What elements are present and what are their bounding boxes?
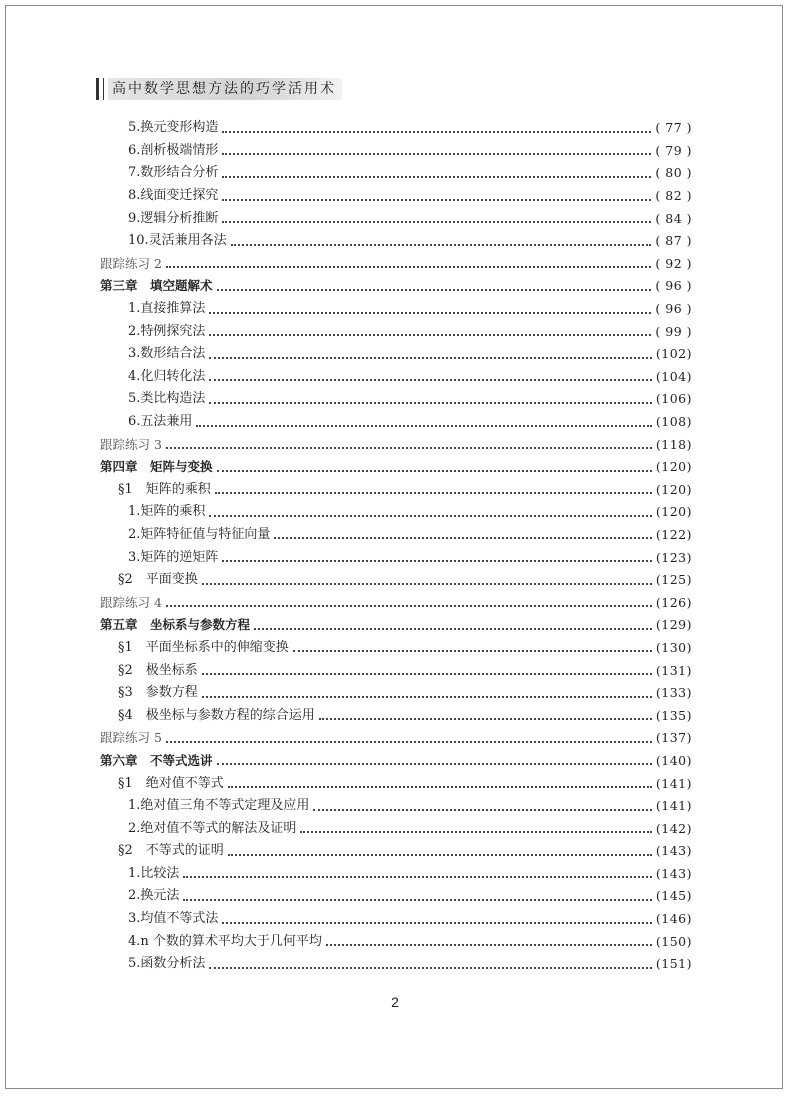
- toc-entry-page: ( 99 ): [655, 323, 692, 339]
- toc-entry-item[interactable]: [100, 140, 692, 163]
- toc-entry-label: 2.特例探究法: [128, 323, 206, 339]
- toc-entry-page: (104): [655, 368, 692, 384]
- toc-entry-label: 第四章 矩阵与变换: [100, 459, 213, 475]
- toc-entry-item[interactable]: [100, 817, 692, 840]
- toc-entry-page: (130): [655, 639, 692, 655]
- toc-entry-item[interactable]: [100, 343, 692, 366]
- dot-leader: [183, 898, 651, 901]
- toc-entry-page: (108): [655, 414, 692, 430]
- dot-leader: [217, 762, 652, 765]
- toc-entry-page: ( 92 ): [655, 255, 692, 271]
- toc-entry-item[interactable]: [100, 546, 692, 569]
- toc-entry-page: (137): [655, 730, 692, 746]
- header-rule-thick: [96, 78, 99, 100]
- toc-entry-label: 5.换元变形构造: [128, 120, 219, 136]
- toc-entry-practice[interactable]: [100, 253, 692, 276]
- dot-leader: [300, 830, 651, 833]
- toc-entry-chapter[interactable]: [100, 456, 692, 479]
- running-header: [96, 78, 342, 100]
- toc-entry-label: §1 矩阵的乘积: [118, 481, 211, 497]
- toc-entry-section[interactable]: [100, 704, 692, 727]
- dot-leader: [217, 469, 652, 472]
- toc-entry-item[interactable]: [100, 207, 692, 230]
- book-title: 高中数学思想方法的巧学活用术: [108, 78, 342, 100]
- toc-entry-label: 1.矩阵的乘积: [128, 504, 206, 520]
- dot-leader: [166, 265, 651, 268]
- toc-entry-page: (122): [655, 526, 692, 542]
- toc-entry-label: 9.逻辑分析推断: [128, 210, 219, 226]
- dot-leader: [209, 356, 651, 359]
- toc-entry-practice[interactable]: [100, 727, 692, 750]
- toc-entry-page: (120): [655, 504, 692, 520]
- toc-entry-page: (143): [655, 865, 692, 881]
- toc-entry-item[interactable]: [100, 863, 692, 886]
- dot-leader: [183, 875, 651, 878]
- toc-entry-section[interactable]: [100, 772, 692, 795]
- toc-entry-section[interactable]: [100, 659, 692, 682]
- toc-entry-label: 第三章 填空题解术: [100, 278, 213, 294]
- dot-leader: [217, 288, 652, 291]
- dot-leader: [222, 559, 651, 562]
- toc-entry-page: (123): [655, 549, 692, 565]
- toc-entry-item[interactable]: [100, 885, 692, 908]
- toc-entry-label: 5.函数分析法: [128, 956, 206, 972]
- toc-entry-label: §1 绝对值不等式: [118, 775, 224, 791]
- dot-leader: [222, 130, 651, 133]
- page-number: 2: [391, 994, 399, 1010]
- dot-leader: [326, 943, 652, 946]
- toc-entry-item[interactable]: [100, 298, 692, 321]
- dot-leader: [293, 649, 652, 652]
- toc-entry-label: 2.矩阵特征值与特征向量: [128, 526, 271, 542]
- dot-leader: [166, 740, 652, 743]
- dot-leader: [209, 333, 651, 336]
- toc-entry-label: 4.化归转化法: [128, 368, 206, 384]
- toc-entry-page: (150): [655, 933, 692, 949]
- toc-entry-page: (141): [655, 798, 692, 814]
- dot-leader: [209, 378, 651, 381]
- toc-entry-page: (118): [655, 436, 692, 452]
- toc-entry-label: 第六章 不等式选讲: [100, 752, 213, 768]
- toc-entry-section[interactable]: [100, 682, 692, 705]
- dot-leader: [319, 717, 652, 720]
- toc-entry-item[interactable]: [100, 953, 692, 976]
- toc-entry-page: (142): [655, 820, 692, 836]
- toc-entry-label: 8.线面变迁探究: [128, 188, 219, 204]
- dot-leader: [222, 921, 651, 924]
- dot-leader: [202, 695, 652, 698]
- toc-entry-section[interactable]: [100, 569, 692, 592]
- dot-leader: [215, 491, 652, 494]
- toc-entry-item[interactable]: [100, 117, 692, 140]
- toc-entry-practice[interactable]: [100, 433, 692, 456]
- toc-entry-label: 6.剖析极端情形: [128, 142, 219, 158]
- toc-entry-section[interactable]: [100, 840, 692, 863]
- table-of-contents: [100, 117, 692, 976]
- dot-leader: [313, 808, 651, 811]
- toc-entry-label: 第五章 坐标系与参数方程: [100, 617, 251, 633]
- dot-leader: [202, 672, 652, 675]
- toc-entry-page: ( 96 ): [655, 278, 692, 294]
- toc-entry-label: 7.数形结合分析: [128, 165, 219, 181]
- toc-entry-label: §2 平面变换: [118, 572, 198, 588]
- toc-entry-label: 3.矩阵的逆矩阵: [128, 549, 219, 565]
- toc-entry-label: 跟踪练习 2: [100, 255, 162, 271]
- toc-entry-page: ( 96 ): [655, 301, 692, 317]
- dot-leader: [228, 853, 652, 856]
- toc-entry-section[interactable]: [100, 637, 692, 660]
- dot-leader: [222, 220, 651, 223]
- toc-entry-label: §2 极坐标系: [118, 662, 198, 678]
- toc-entry-page: ( 82 ): [655, 188, 692, 204]
- dot-leader: [209, 514, 651, 517]
- toc-entry-label: §4 极坐标与参数方程的综合运用: [118, 707, 315, 723]
- toc-entry-page: ( 80 ): [655, 165, 692, 181]
- toc-entry-page: (106): [655, 391, 692, 407]
- dot-leader: [166, 446, 652, 449]
- toc-entry-item[interactable]: [100, 524, 692, 547]
- dot-leader: [222, 152, 651, 155]
- toc-entry-page: (143): [655, 843, 692, 859]
- toc-entry-label: 3.均值不等式法: [128, 911, 219, 927]
- toc-entry-section[interactable]: [100, 479, 692, 502]
- toc-entry-label: 5.类比构造法: [128, 391, 206, 407]
- toc-entry-item[interactable]: [100, 908, 692, 931]
- toc-entry-page: (140): [655, 752, 692, 768]
- toc-entry-item[interactable]: [100, 795, 692, 818]
- toc-entry-label: 4.n 个数的算术平均大于几何平均: [128, 933, 322, 949]
- toc-entry-page: (102): [655, 346, 692, 362]
- header-rule-thin: [103, 78, 104, 100]
- toc-entry-page: (129): [655, 617, 692, 633]
- toc-entry-label: 2.绝对值不等式的解法及证明: [128, 820, 297, 836]
- toc-entry-label: 1.直接推算法: [128, 301, 206, 317]
- toc-entry-item[interactable]: [100, 501, 692, 524]
- dot-leader: [222, 198, 651, 201]
- toc-entry-label: 跟踪练习 4: [100, 594, 162, 610]
- toc-entry-label: 跟踪练习 3: [100, 436, 162, 452]
- dot-leader: [209, 966, 651, 969]
- dot-leader: [166, 604, 652, 607]
- toc-entry-page: (146): [655, 911, 692, 927]
- toc-entry-page: (145): [655, 888, 692, 904]
- toc-entry-label: 3.数形结合法: [128, 346, 206, 362]
- toc-entry-page: (120): [655, 481, 692, 497]
- toc-entry-page: (131): [655, 662, 692, 678]
- toc-entry-page: (133): [655, 685, 692, 701]
- toc-entry-label: 1.比较法: [128, 865, 180, 881]
- toc-entry-chapter[interactable]: [100, 614, 692, 637]
- toc-entry-page: (120): [655, 459, 692, 475]
- toc-entry-item[interactable]: [100, 388, 692, 411]
- toc-entry-page: (151): [655, 956, 692, 972]
- toc-entry-label: §2 不等式的证明: [118, 843, 224, 859]
- toc-entry-page: (125): [655, 572, 692, 588]
- toc-entry-practice[interactable]: [100, 591, 692, 614]
- toc-entry-label: 6.五法兼用: [128, 414, 193, 430]
- toc-entry-page: (135): [655, 707, 692, 723]
- toc-entry-item[interactable]: [100, 411, 692, 434]
- dot-leader: [222, 175, 651, 178]
- dot-leader: [274, 536, 651, 539]
- toc-entry-page: ( 87 ): [655, 233, 692, 249]
- dot-leader: [209, 401, 651, 404]
- toc-entry-item[interactable]: [100, 366, 692, 389]
- toc-entry-page: (141): [655, 775, 692, 791]
- toc-entry-page: ( 84 ): [655, 210, 692, 226]
- toc-entry-label: §3 参数方程: [118, 685, 198, 701]
- dot-leader: [228, 785, 652, 788]
- toc-entry-page: ( 77 ): [655, 120, 692, 136]
- dot-leader: [196, 424, 651, 427]
- dot-leader: [202, 582, 652, 585]
- toc-entry-label: §1 平面坐标系中的伸缩变换: [118, 639, 289, 655]
- toc-entry-chapter[interactable]: [100, 750, 692, 773]
- toc-entry-label: 2.换元法: [128, 888, 180, 904]
- toc-entry-chapter[interactable]: [100, 275, 692, 298]
- dot-leader: [254, 627, 652, 630]
- dot-leader: [209, 311, 651, 314]
- toc-entry-label: 1.绝对值三角不等式定理及应用: [128, 798, 310, 814]
- toc-entry-item[interactable]: [100, 320, 692, 343]
- toc-entry-label: 10.灵活兼用各法: [128, 233, 227, 249]
- toc-entry-label: 跟踪练习 5: [100, 730, 162, 746]
- toc-entry-item[interactable]: [100, 185, 692, 208]
- toc-entry-item[interactable]: [100, 930, 692, 953]
- toc-entry-page: ( 79 ): [655, 142, 692, 158]
- toc-entry-item[interactable]: [100, 162, 692, 185]
- dot-leader: [231, 243, 652, 246]
- toc-entry-page: (126): [655, 594, 692, 610]
- toc-entry-item[interactable]: [100, 230, 692, 253]
